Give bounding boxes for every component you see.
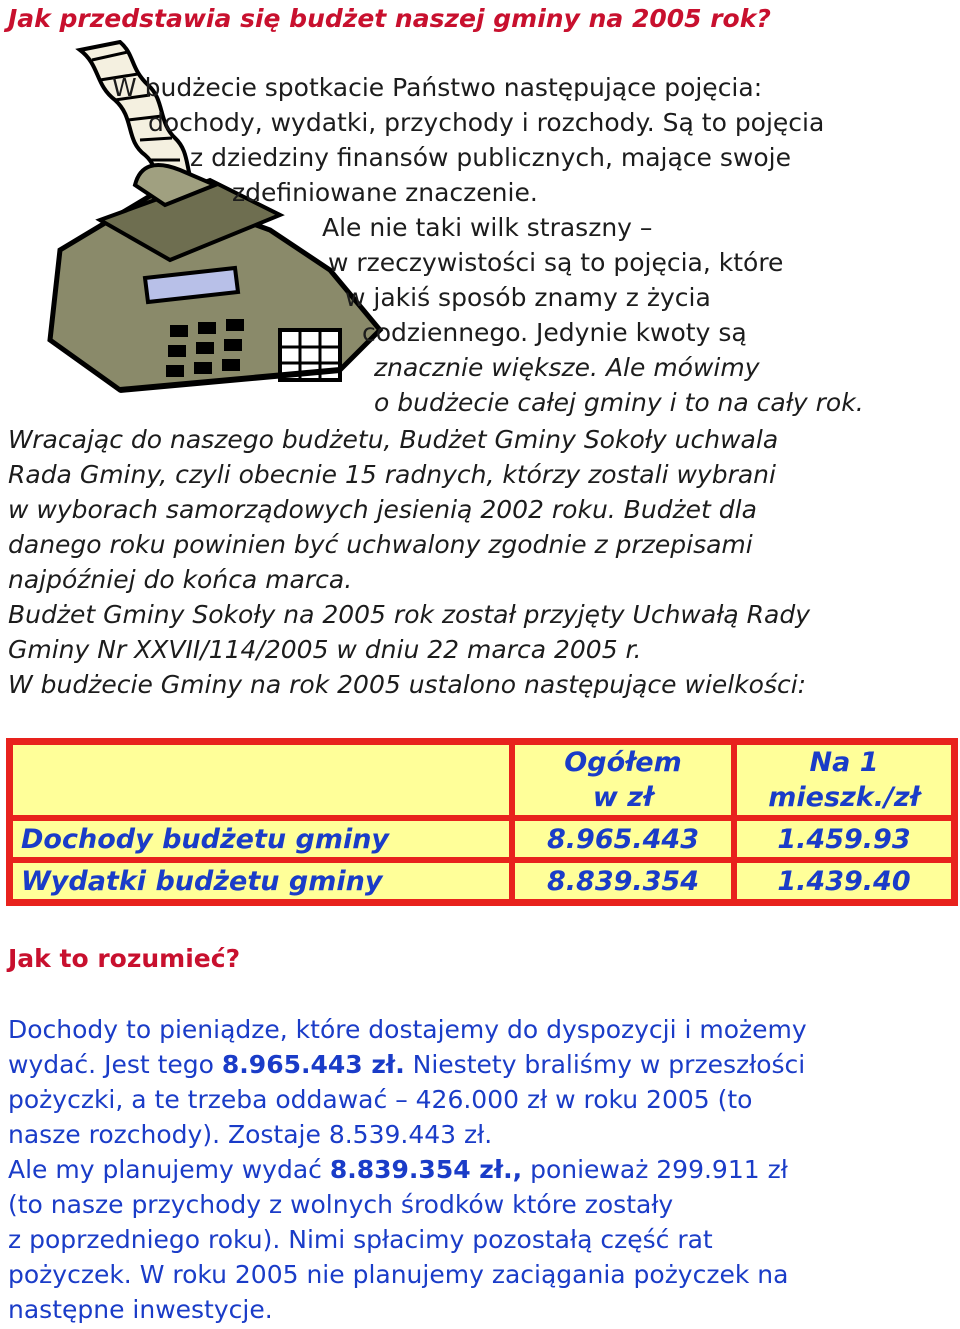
row-per-capita: 1.459.93 bbox=[734, 818, 954, 860]
body-line: Rada Gminy, czyli obecnie 15 radnych, którzy zostali wybrani bbox=[8, 460, 776, 489]
header-per-capita-cell: Na 1 mieszk./zł bbox=[734, 742, 954, 818]
explain-line: (to nasze przychody z wolnych środków które zostały bbox=[8, 1190, 674, 1219]
header-empty-cell bbox=[10, 742, 512, 818]
page-title: Jak przedstawia się budżet naszej gminy na 2005 rok? bbox=[8, 4, 771, 33]
row-total: 8.965.443 bbox=[512, 818, 734, 860]
explain-line: następne inwestycje. bbox=[8, 1295, 273, 1324]
intro-line: dochody, wydatki, przychody i rozchody. Są to pojęcia bbox=[148, 108, 825, 137]
table-row bbox=[10, 818, 954, 860]
body-line: W budżecie Gminy na rok 2005 ustalono następujące wielkości: bbox=[8, 670, 807, 699]
intro-line: Ale nie taki wilk straszny – bbox=[322, 213, 653, 242]
table-row bbox=[10, 860, 954, 902]
body-line: w wyborach samorządowych jesienią 2002 roku. Budżet dla bbox=[8, 495, 757, 524]
intro-line: z dziedziny finansów publicznych, mające swoje bbox=[190, 143, 791, 172]
row-total: 8.839.354 bbox=[512, 860, 734, 902]
explain-line: wydać. Jest tego 8.965.443 zł. Niestety braliśmy w przeszłości bbox=[8, 1050, 806, 1079]
explain-line: Ale my planujemy wydać 8.839.354 zł., ponieważ 299.911 zł bbox=[8, 1155, 788, 1184]
explain-line: pożyczki, a te trzeba oddawać – 426.000 zł w roku 2005 (to bbox=[8, 1085, 753, 1114]
explain-line: pożyczek. W roku 2005 nie planujemy zaciągania pożyczek na bbox=[8, 1260, 789, 1289]
header-total-cell: Ogółem w zł bbox=[512, 742, 734, 818]
row-label: Dochody budżetu gminy bbox=[10, 818, 512, 860]
intro-line: znacznie większe. Ale mówimy bbox=[374, 353, 760, 382]
explain-line: nasze rozchody). Zostaje 8.539.443 zł. bbox=[8, 1120, 493, 1149]
body-line: danego roku powinien być uchwalony zgodnie z przepisami bbox=[8, 530, 753, 559]
intro-line: o budżecie całej gminy i to na cały rok. bbox=[374, 388, 864, 417]
intro-line: codziennego. Jedynie kwoty są bbox=[362, 318, 747, 347]
row-per-capita: 1.439.40 bbox=[734, 860, 954, 902]
body-line: Wracając do naszego budżetu, Budżet Gminy Sokoły uchwala bbox=[8, 425, 779, 454]
body-line: Gminy Nr XXVII/114/2005 w dniu 22 marca 2005 r. bbox=[8, 635, 642, 664]
intro-line: W budżecie spotkacie Państwo następujące pojęcia: bbox=[112, 73, 763, 102]
budget-table bbox=[6, 738, 958, 906]
intro-line: w rzeczywistości są to pojęcia, które bbox=[328, 248, 784, 277]
row-label: Wydatki budżetu gminy bbox=[10, 860, 512, 902]
section-subtitle: Jak to rozumieć? bbox=[8, 944, 241, 973]
explain-line: z poprzedniego roku). Nimi spłacimy pozostałą część rat bbox=[8, 1225, 713, 1254]
explain-line: Dochody to pieniądze, które dostajemy do dyspozycji i możemy bbox=[8, 1015, 807, 1044]
intro-line: w jakiś sposób znamy z życia bbox=[345, 283, 711, 312]
body-line: najpóźniej do końca marca. bbox=[8, 565, 353, 594]
intro-line: zdefiniowane znaczenie. bbox=[232, 178, 538, 207]
table-header-row bbox=[10, 742, 954, 818]
body-line: Budżet Gminy Sokoły na 2005 rok został przyjęty Uchwałą Rady bbox=[8, 600, 810, 629]
